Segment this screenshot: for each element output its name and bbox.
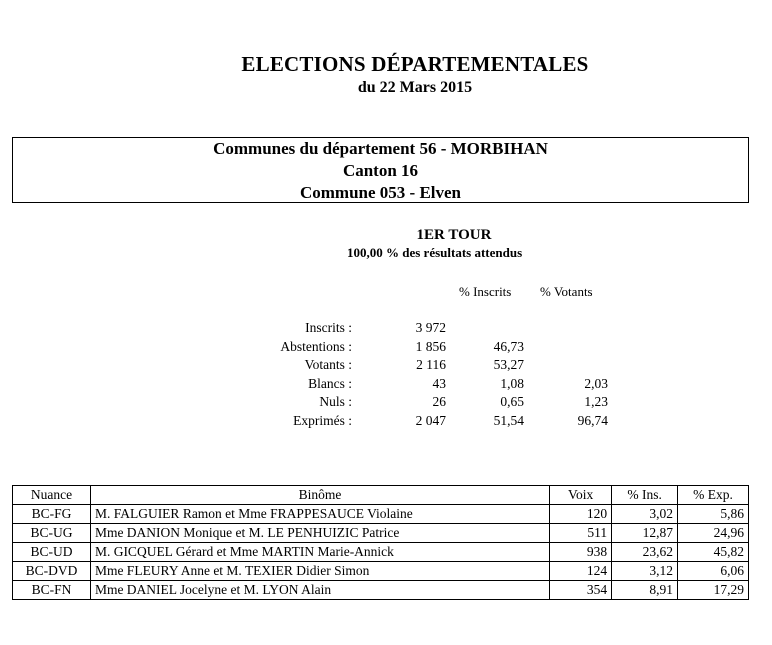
- canton-label: Canton 16: [342, 161, 419, 180]
- table-row: [13, 524, 749, 543]
- table-row: [13, 581, 749, 600]
- header-voix: Voix: [550, 486, 612, 505]
- cell-pct-ins: 12,87: [612, 524, 678, 543]
- cell-pct-ins: 8,91: [612, 581, 678, 600]
- cell-voix: 511: [550, 524, 612, 543]
- cell-binome: Mme DANION Monique et M. LE PENHUIZIC Patrice: [90, 524, 549, 543]
- cell-voix: 354: [550, 581, 612, 600]
- stat-label: Votants :: [304, 357, 352, 372]
- progress-value: 100,00: [347, 245, 383, 260]
- cell-pct-exp: 17,29: [678, 581, 749, 600]
- cell-pct-exp: 45,82: [678, 543, 749, 562]
- cell-pct-exp: 5,86: [678, 505, 749, 524]
- commune-label: Commune 053 - Elven: [299, 183, 462, 202]
- cell-binome: M. GICQUEL Gérard et Mme MARTIN Marie-Annick: [90, 543, 549, 562]
- cell-pct-ins: 3,12: [612, 562, 678, 581]
- table-row: [13, 505, 749, 524]
- page-title: ELECTIONS DÉPARTEMENTALES: [241, 52, 589, 76]
- stat-pct-inscrits: 1,08: [500, 375, 524, 391]
- stat-pct-inscrits: 46,73: [493, 338, 524, 354]
- stat-pct-votants: 2,03: [584, 375, 608, 391]
- table-row: [13, 543, 749, 562]
- cell-pct-ins: 23,62: [612, 543, 678, 562]
- stat-value: 43: [432, 375, 446, 391]
- cell-pct-exp: 24,96: [678, 524, 749, 543]
- stat-value: 3 972: [415, 320, 446, 335]
- cell-nuance: BC-UG: [13, 524, 91, 543]
- stat-pct-inscrits: 51,54: [493, 412, 524, 428]
- cell-nuance: BC-UD: [13, 543, 91, 562]
- cell-nuance: BC-FG: [13, 505, 91, 524]
- stat-value: 26: [432, 394, 446, 409]
- progress-text: % des résultats attendus: [386, 245, 523, 260]
- results-header-row: [13, 486, 749, 505]
- col-header-pct-inscrits: % Inscrits: [459, 284, 512, 299]
- header-pct-ins: % Ins.: [612, 486, 678, 505]
- departement-label: Communes du département 56 - MORBIHAN: [213, 139, 548, 158]
- cell-voix: 124: [550, 562, 612, 581]
- cell-binome: Mme FLEURY Anne et M. TEXIER Didier Simon: [90, 562, 549, 581]
- cell-voix: 120: [550, 505, 612, 524]
- stat-label: Inscrits :: [305, 320, 352, 335]
- header-binome: Binôme: [90, 486, 549, 505]
- cell-nuance: BC-DVD: [13, 562, 91, 581]
- election-date: du 22 Mars 2015: [357, 79, 473, 96]
- col-header-pct-votants: % Votants: [540, 284, 593, 299]
- stat-label: Exprimés :: [293, 412, 352, 428]
- cell-nuance: BC-FN: [13, 581, 91, 600]
- results-table: [12, 485, 749, 600]
- header-pct-exp: % Exp.: [678, 486, 749, 505]
- cell-pct-ins: 3,02: [612, 505, 678, 524]
- stat-pct-inscrits: 53,27: [493, 357, 524, 372]
- stat-value: 2 047: [415, 412, 446, 428]
- tour-label: 1ER TOUR: [416, 227, 492, 243]
- stat-label: Abstentions :: [280, 338, 352, 354]
- stat-label: Blancs :: [308, 375, 352, 391]
- progress-line: [347, 245, 522, 261]
- header-nuance: Nuance: [13, 486, 91, 505]
- stat-pct-inscrits: 0,65: [500, 394, 524, 409]
- cell-binome: M. FALGUIER Ramon et Mme FRAPPESAUCE Violaine: [90, 505, 549, 524]
- cell-binome: Mme DANIEL Jocelyne et M. LYON Alain: [90, 581, 549, 600]
- table-row: [13, 562, 749, 581]
- stat-pct-votants: 96,74: [577, 412, 608, 428]
- stat-pct-votants: 1,23: [584, 394, 608, 409]
- stat-label: Nuls :: [319, 394, 352, 409]
- location-box: [12, 137, 749, 203]
- cell-pct-exp: 6,06: [678, 562, 749, 581]
- stat-value: 1 856: [415, 338, 446, 354]
- stat-value: 2 116: [416, 357, 446, 372]
- cell-voix: 938: [550, 543, 612, 562]
